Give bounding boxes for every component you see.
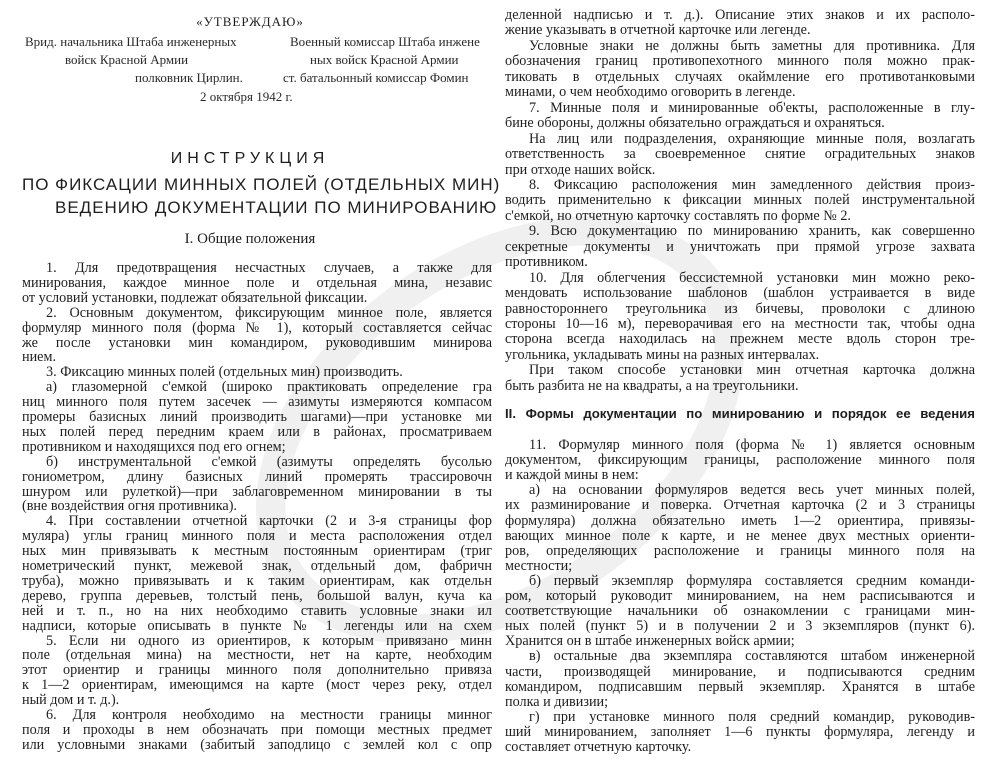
text-line: обозначения границ противопехотного минного поля можно прак- [505,53,975,70]
right-signatory-line: ных войск Красной Армии [310,52,459,67]
left-signatory-line: войск Красной Армии [65,52,189,67]
text-line: формуляр минного поля (форма № 1), который составляется сейчас [22,319,492,336]
right-signatory-line: ст. батальонный комиссар Фомин [283,70,469,85]
text-line: а) на основании формуляров ведется весь учет минных полей, [529,482,975,499]
text-line: бине обороны, должны обязательно ограждаться и охраняться. [505,115,885,132]
text-line: ней и т. п., но на них необходимо ставить условные знаки ил [22,602,492,619]
text-line: ров, определяющих расположение и границы минного поля на [505,542,975,559]
document-subtitle-line: ПО ФИКСАЦИИ МИННЫХ ПОЛЕЙ (ОТДЕЛЬНЫХ МИН) [22,175,501,194]
document-subtitle-line: ВЕДЕНИЮ ДОКУМЕНТАЦИИ ПО МИНИРОВАНИЮ [55,198,498,217]
text-line: вающих минное поле к карте, и не менее двух местных ориенти- [505,527,975,544]
text-line: поля и проходы в нем обозначать при помощи местных предмет [22,721,492,738]
text-line: г) при установке минного поля средний командир, руководив- [529,708,975,725]
text-line: соответствующие начальники об ознакомлении с границами мин- [505,603,975,620]
text-line: жение указывать в отчетной карточке или легенде. [505,22,811,39]
text-line: угольника, укладывать мины на разных интервалах. [505,346,820,363]
text-line: полка и дивизии; [505,693,609,710]
text-line: стороны 10—16 м), переворачивая его на местности так, чтобы одна [505,316,975,332]
text-line: надписи, которые описывать в пункте № 1 легенды или на схем [22,617,492,634]
text-line: 5. Если ни одного из ориентиров, к которым привязано минн [46,632,492,649]
approval-stamp: «УТВЕРЖДАЮ» [196,14,304,29]
text-line: промеры базисных линий производить шагами)—при установке ми [22,409,492,425]
text-line: тиковать в отдельных случаях окаймление его противотанковыми [505,68,975,85]
text-line: нием. [22,349,57,366]
text-line: нометрический пункт, межевой знак, отдельный дом, фабричн [22,558,492,574]
text-line: быть разбита не на квадраты, а на треугольники. [505,377,799,394]
text-line: 7. Минные поля и минированные об'екты, расположенные в глу- [529,99,975,116]
text-line: муляра) углы границ минного поля и места расположения отдел [22,528,492,545]
text-line: 3. Фиксацию минных полей (отдельных мин) производить. [46,364,403,381]
text-line: секретные документы и уничтожать при прямой угрозе захвата [505,238,975,255]
text-line: Хранится он в штабе инженерных войск армии; [505,633,795,650]
text-line: противником. [505,254,588,271]
text-line: 10. Для облегчения бессистемной установки мин можно реко- [529,269,975,286]
text-line: в) остальные два экземпляра составляются штабом инженерной [529,648,975,665]
text-line: ный дом и т. д.). [22,692,120,709]
text-line: шнуром или рулеткой)—при заблаговременном минировании в ты [22,483,492,500]
text-line: 9. Всю документацию по минированию хранить, как совершенно [529,223,975,240]
text-line: их разминирование и поверка. Отчетная карточка (2 и 3 страницы [505,497,975,514]
text-line: При таком способе установки мин отчетная карточка должна [529,362,975,379]
text-line: командиром, подписавшим первый экземпляр. Хранятся в штабе [505,678,975,695]
left-signatory-line: полковник Цирлин. [135,70,243,85]
text-line: 6. Для контроля необходимо на местности границы минног [46,707,492,723]
text-line: же после установки мин командиром, руководившим минирова [22,334,492,351]
text-line: и каждой мины в нем: [505,467,639,484]
text-line: дерево, группа деревьев, толстый пень, большой валун, куча ка [22,587,492,604]
document-title: ИНСТРУКЦИЯ [170,150,330,167]
text-line: минирования, каждое минное поле и отдельная мина, независ [22,274,492,291]
text-line: к 1—2 ориентирам, имеющимся на карте (мост через реку, отдел [22,677,492,694]
text-line: 2. Основным документом, фиксирующим минное поле, является [46,304,492,321]
text-line: части, производящей минирование, и подписываются средним [505,663,975,680]
text-line: минами, о чем необходимо оговорить в легенде. [505,84,796,101]
section-heading: II. Формы документации по минированию и порядок ее ведения [505,406,975,421]
text-line: ром, который руководит минированием, на нем расписываются и [505,588,975,604]
text-line: равностороннего треугольника из бичевы, проволоки с длиною [505,300,975,317]
text-line: с'емкой, но отчетную карточку составлять по форме № 2. [505,207,851,224]
text-line: ниц минного поля путем засечек — азимуты измеряются компасом [22,394,492,411]
text-line: поле (отдельная мина) на местности, нет на карте, необходим [22,647,492,664]
text-line: этот ориентир и границы минного поля дополнительно привяза [22,662,492,679]
text-line: Условные знаки не должны быть заметны для противника. Для [529,37,975,54]
text-line: сторона всегда находилась на прежнем месте вдоль сторон тре- [505,331,975,348]
text-line: противником и находящихся под его огнем; [22,438,286,455]
text-line: водить применительно к фиксации минных полей инструментальной [505,192,975,209]
text-line: или условными знаками (забитый заподлицо с землей кол с опр [22,736,492,753]
left-column-text [22,0,501,776]
text-line: деленной надписью и т. д.). Описание этих знаков и их располо- [505,7,975,23]
text-line: местности; [505,557,573,574]
right-column-text [505,0,975,400]
text-line: гониометром, длину базисных линий промерять трассировочн [22,468,492,485]
right-column-section2-text [505,430,975,776]
right-signatory-line: Военный комиссар Штаба инжене [290,34,480,49]
text-line: от условий установки, подлежат обязательной фиксации. [22,289,368,306]
text-line: документом, фиксирующим границы, расположение минного поля [505,452,975,469]
text-line: составляет отчетную карточку. [505,739,692,755]
text-line: а) глазомерной с'емкой (широко практиковать определение гра [46,379,492,396]
text-line: ший минированием, заполняет 1—6 пункты формуляра, легенду и [505,723,975,740]
text-line: ответственность за своевременное снятие оградительных знаков [505,146,975,163]
text-line: б) первый экземпляр формуляра составляется средним команди- [529,572,975,589]
text-line: труба), можно привязывать и к таким ориентирам, как отдельн [22,572,492,589]
text-line: На лиц или подразделения, охраняющие минные поля, возлагать [529,130,975,147]
text-line: 8. Фиксацию расположения мин замедленного действия произ- [529,176,975,193]
text-line: ных полей перед передним краем или в районах, просматриваем [22,423,492,440]
text-line: 1. Для предотвращения несчастных случаев, а также для [46,260,492,276]
left-signatory-line: Врид. начальника Штаба инженерных [25,34,237,49]
approval-date: 2 октября 1942 г. [200,89,293,104]
text-line: (вне воздействия огня противника). [22,498,237,515]
text-line: 4. При составлении отчетной карточки (2 и 3-я страницы фор [46,513,492,530]
text-line: формуляра) должна обязательно иметь 1—2 ориентира, привязы- [505,512,975,529]
text-line: 11. Формуляр минного поля (форма № 1) является основным [529,437,975,453]
text-line: ных полей (пункт 5) и в получении 2 и 3 экземпляров (пункт 6). [505,618,975,635]
section-heading: I. Общие положения [184,231,316,247]
text-line: ных мин привязывать к местным постоянным ориентирам (триг [22,543,492,560]
text-line: при отходе наших войск. [505,161,656,178]
text-line: мендовать использование шаблонов (шаблон устраивается в виде [505,285,975,302]
text-line: б) инструментальной с'емкой (азимуты определять бусолью [46,453,492,470]
